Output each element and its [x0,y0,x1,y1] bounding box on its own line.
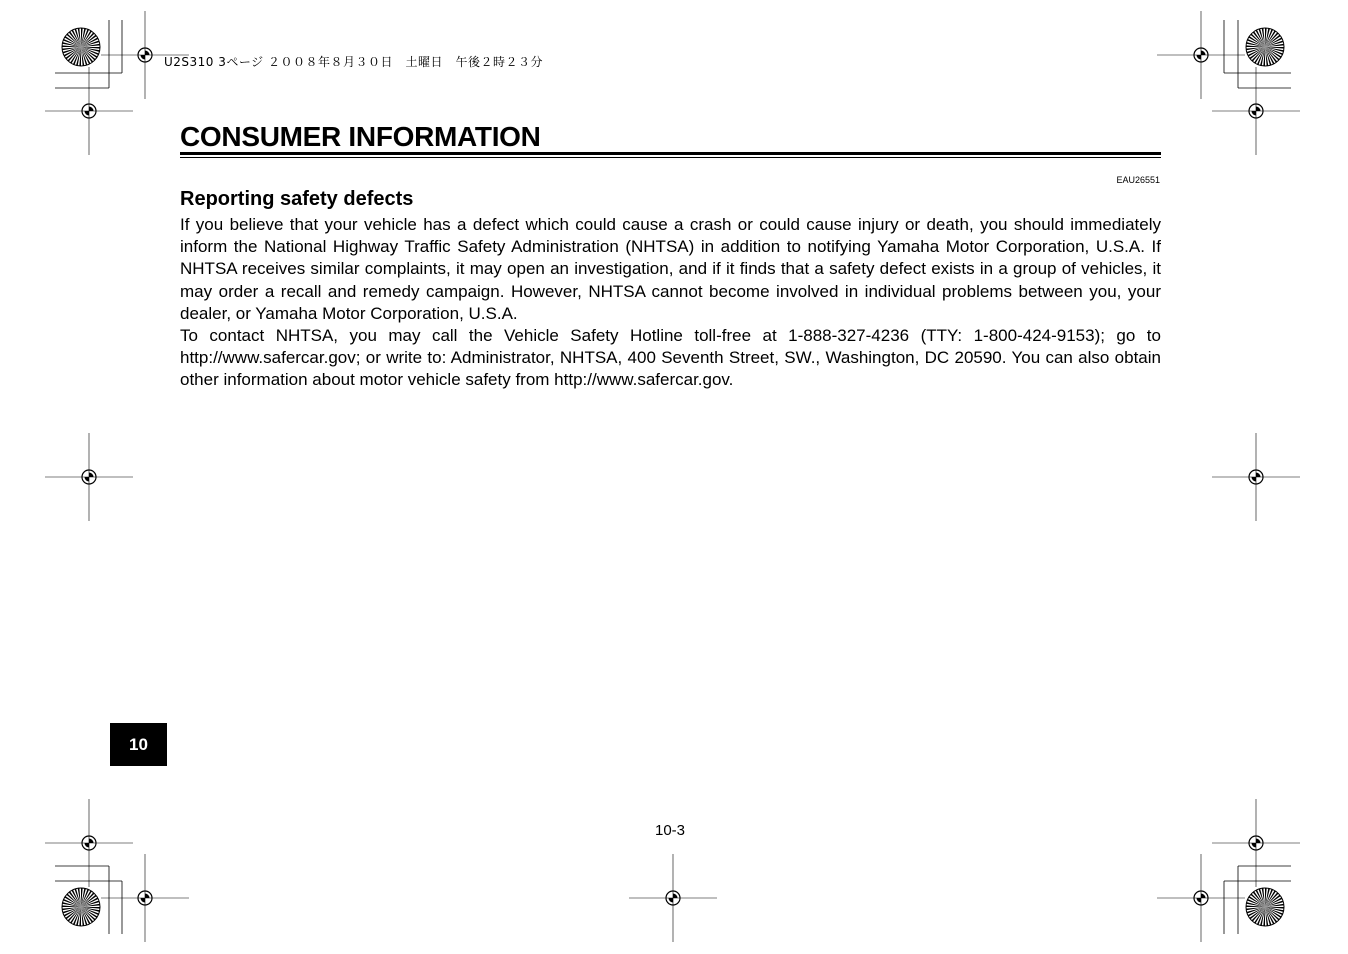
crosshair-circle-icon [45,67,133,155]
title-rule-thin [180,157,1161,158]
section-code: EAU26551 [1116,175,1160,185]
radial-star-target-icon [62,28,100,66]
chapter-title: CONSUMER INFORMATION [180,121,541,152]
radial-star-target-icon [1246,888,1284,926]
crosshair-circle-icon [1157,11,1245,99]
crosshair-circle-icon [629,854,717,942]
crosshair-circle-icon [101,854,189,942]
body-text [180,214,1161,392]
page-number: 10-3 [654,822,686,839]
crosshair-circle-icon [1212,799,1300,887]
crosshair-circle-icon [1157,854,1245,942]
section-heading: Reporting safety defects [180,188,414,210]
crosshair-circle-icon [45,433,133,521]
paragraph: To contact NHTSA, you may call the Vehicle Safety Hotline toll-free at 1-888-327-4236 (TTY: 1-800-424-9153); go to http://www.safercar.gov; or write to: Administrator, NHTSA, 400 Seventh Street, SW., Washington, DC 20590. You can also obtain other information about motor vehicle safety from http://www.safercar.gov. [180,326,1161,390]
radial-star-target-icon [62,888,100,926]
title-rule [180,152,1161,155]
crosshair-circle-icon [1212,433,1300,521]
paragraph: If you believe that your vehicle has a defect which could cause a crash or could cause injury or death, you should immediately inform the National Highway Traffic Safety Administration (NHTSA) in addition to notifying Yamaha Motor Corporation, U.S.A. If NHTSA receives similar complaints, it may open an investigation, and if it finds that a safety defect exists in a group of vehicles, it may order a recall and remedy campaign. However, NHTSA cannot become involved in individual problems between you, your dealer, or Yamaha Motor Corporation, U.S.A. [180,215,1161,323]
chapter-tab: 10 [110,723,167,766]
print-slug: U2S310 3ページ ２００８年８月３０日 土曜日 午後２時２３分 [164,55,543,69]
crosshair-circle-icon [1212,67,1300,155]
radial-star-target-icon [1246,28,1284,66]
crosshair-circle-icon [45,799,133,887]
